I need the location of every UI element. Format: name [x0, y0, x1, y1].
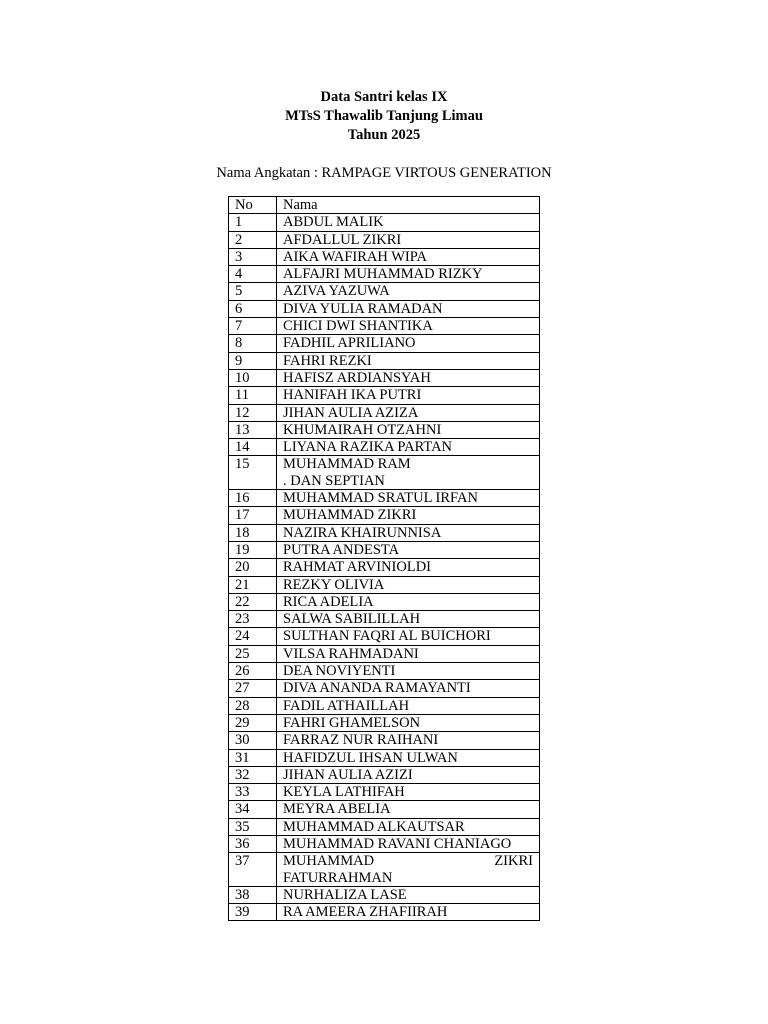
table-body: [229, 214, 540, 921]
student-name-cell: [277, 645, 540, 662]
student-name-cell: [277, 490, 540, 507]
row-number: 8: [229, 335, 277, 352]
student-name-continuation: . DAN SEPTIAN: [283, 472, 385, 489]
student-name: NAZIRA KHAIRUNNISA: [283, 524, 442, 541]
student-name: FAHRI REZKI: [283, 352, 372, 369]
row-number: 24: [229, 628, 277, 645]
student-name: AZIVA YAZUWA: [283, 283, 390, 300]
table-row: [229, 559, 540, 576]
row-number: 19: [229, 541, 277, 558]
row-number: 35: [229, 818, 277, 835]
student-name: HANIFAH IKA PUTRI: [283, 387, 422, 404]
row-number: 20: [229, 559, 277, 576]
table-row: [229, 231, 540, 248]
row-number: 10: [229, 369, 277, 386]
row-number: 7: [229, 318, 277, 335]
student-name-continuation: FATURRAHMAN: [283, 869, 393, 886]
table-row: [229, 387, 540, 404]
angkatan-label: Nama Angkatan : RAMPAGE VIRTOUS GENERATION: [216, 165, 552, 181]
table-row: [229, 421, 540, 438]
student-name: HAFISZ ARDIANSYAH: [283, 369, 431, 386]
table-row: [229, 318, 540, 335]
table-row: [229, 663, 540, 680]
title-line-2: MTsS Thawalib Tanjung Limau: [285, 108, 483, 124]
row-number: 2: [229, 231, 277, 248]
row-number: 22: [229, 593, 277, 610]
row-number: 28: [229, 697, 277, 714]
student-name-cell: [277, 663, 540, 680]
student-name-cell: [277, 300, 540, 317]
student-name: FAHRI GHAMELSON: [283, 714, 421, 731]
table-row: [229, 456, 540, 490]
student-name: FADHIL APRILIANO: [283, 335, 416, 352]
table-row: [229, 732, 540, 749]
title-line-3: Tahun 2025: [347, 127, 421, 143]
student-name: MUHAMMAD RAM: [283, 456, 411, 473]
table-row: [229, 283, 540, 300]
table-row: [229, 886, 540, 903]
student-name-cell: [277, 732, 540, 749]
student-name: CHICI DWI SHANTIKA: [283, 318, 433, 335]
row-number: 14: [229, 439, 277, 456]
row-number: 1: [229, 214, 277, 231]
student-name: JIHAN AULIA AZIZA: [283, 404, 419, 421]
student-name: FADIL ATHAILLAH: [283, 697, 410, 714]
row-number: 13: [229, 421, 277, 438]
column-header-nama: Nama: [277, 197, 540, 214]
table-row: [229, 335, 540, 352]
title-line-1: Data Santri kelas IX: [320, 89, 448, 105]
table-row: [229, 541, 540, 558]
table-row: [229, 352, 540, 369]
student-name-cell: [277, 853, 540, 887]
table-row: [229, 248, 540, 265]
student-name: RA AMEERA ZHAFIIRAH: [283, 904, 448, 921]
row-number: 16: [229, 490, 277, 507]
student-name: MEYRA ABELIA: [283, 801, 391, 818]
student-name: MUHAMMAD ALKAUTSAR: [283, 818, 465, 835]
student-name-cell: [277, 283, 540, 300]
student-name-cell: [277, 904, 540, 921]
student-name: NURHALIZA LASE: [283, 886, 407, 903]
row-number: 15: [229, 456, 277, 490]
row-number: 38: [229, 886, 277, 903]
table-row: [229, 766, 540, 783]
student-name: JIHAN AULIA AZIZI: [283, 766, 413, 783]
student-name: ABDUL MALIK: [283, 214, 384, 231]
student-table: [228, 196, 540, 921]
table-row: [229, 628, 540, 645]
student-name-cell: [277, 507, 540, 524]
row-number: 5: [229, 283, 277, 300]
student-name: LIYANA RAZIKA PARTAN: [283, 439, 453, 456]
student-name-cell: [277, 369, 540, 386]
row-number: 31: [229, 749, 277, 766]
student-name-cell: [277, 524, 540, 541]
row-number: 9: [229, 352, 277, 369]
row-number: 26: [229, 663, 277, 680]
row-number: 33: [229, 784, 277, 801]
student-name: REZKY OLIVIA: [283, 576, 385, 593]
student-name-cell: [277, 593, 540, 610]
row-number: 27: [229, 680, 277, 697]
table-row: [229, 214, 540, 231]
row-number: 39: [229, 904, 277, 921]
student-name: FARRAZ NUR RAIHANI: [283, 732, 439, 749]
student-name: DIVA YULIA RAMADAN: [283, 300, 443, 317]
student-name-cell: [277, 335, 540, 352]
table-header-row: [229, 197, 540, 214]
student-name: RICA ADELIA: [283, 593, 374, 610]
student-name-cell: [277, 818, 540, 835]
table-row: [229, 439, 540, 456]
row-number: 11: [229, 387, 277, 404]
student-name-cell: [277, 784, 540, 801]
student-name-cell: [277, 628, 540, 645]
table-row: [229, 300, 540, 317]
student-name: AFDALLUL ZIKRI: [283, 231, 402, 248]
student-name-cell: [277, 248, 540, 265]
student-name-cell: [277, 214, 540, 231]
student-name: MUHAMMAD SRATUL IRFAN: [283, 490, 478, 507]
row-number: 12: [229, 404, 277, 421]
student-name: [283, 853, 533, 869]
row-number: 34: [229, 801, 277, 818]
row-number: 23: [229, 611, 277, 628]
row-number: 32: [229, 766, 277, 783]
column-header-no: No: [229, 197, 277, 214]
student-name-cell: [277, 611, 540, 628]
table-row: [229, 490, 540, 507]
student-name: KHUMAIRAH OTZAHNI: [283, 421, 442, 438]
table-row: [229, 784, 540, 801]
student-name-cell: [277, 576, 540, 593]
student-name-cell: [277, 835, 540, 852]
row-number: 37: [229, 853, 277, 887]
student-name-cell: [277, 404, 540, 421]
table-row: [229, 818, 540, 835]
student-name-cell: [277, 559, 540, 576]
table-row: [229, 835, 540, 852]
row-number: 30: [229, 732, 277, 749]
student-name: KEYLA LATHIFAH: [283, 784, 405, 801]
table-row: [229, 266, 540, 283]
row-number: 4: [229, 266, 277, 283]
student-name-cell: [277, 541, 540, 558]
table-row: [229, 645, 540, 662]
row-number: 21: [229, 576, 277, 593]
table-row: [229, 524, 540, 541]
student-name: HAFIDZUL IHSAN ULWAN: [283, 749, 458, 766]
table-row: [229, 404, 540, 421]
row-number: 36: [229, 835, 277, 852]
document-title: [0, 88, 768, 145]
student-name: DEA NOVIYENTI: [283, 663, 396, 680]
student-name: VILSA RAHMADANI: [283, 645, 419, 662]
row-number: 6: [229, 300, 277, 317]
student-name-part: MUHAMMAD: [283, 853, 375, 870]
student-name: SULTHAN FAQRI AL BUICHORI: [283, 628, 491, 645]
row-number: 18: [229, 524, 277, 541]
student-name-cell: [277, 318, 540, 335]
student-name-cell: [277, 439, 540, 456]
table-row: [229, 680, 540, 697]
student-name-part: ZIKRI: [494, 853, 533, 870]
table-row: [229, 611, 540, 628]
student-name: DIVA ANANDA RAMAYANTI: [283, 680, 471, 697]
table-row: [229, 697, 540, 714]
row-number: 29: [229, 714, 277, 731]
row-number: 3: [229, 248, 277, 265]
student-name-cell: [277, 886, 540, 903]
student-name: PUTRA ANDESTA: [283, 541, 400, 558]
table-row: [229, 369, 540, 386]
student-name-cell: [277, 766, 540, 783]
student-name-cell: [277, 387, 540, 404]
student-name-cell: [277, 801, 540, 818]
student-name: MUHAMMAD RAVANI CHANIAGO: [283, 835, 512, 852]
row-number: 17: [229, 507, 277, 524]
table-row: [229, 904, 540, 921]
student-name-cell: [277, 352, 540, 369]
student-name-cell: [277, 456, 540, 490]
student-name: MUHAMMAD ZIKRI: [283, 507, 417, 524]
table-row: [229, 714, 540, 731]
table-row: [229, 853, 540, 887]
table-row: [229, 593, 540, 610]
student-name: RAHMAT ARVINIOLDI: [283, 559, 432, 576]
table-row: [229, 749, 540, 766]
table-row: [229, 801, 540, 818]
student-name-cell: [277, 266, 540, 283]
student-name: AIKA WAFIRAH WIPA: [283, 248, 427, 265]
student-name-cell: [277, 749, 540, 766]
student-name: ALFAJRI MUHAMMAD RIZKY: [283, 266, 483, 283]
table-row: [229, 507, 540, 524]
student-name-cell: [277, 714, 540, 731]
row-number: 25: [229, 645, 277, 662]
student-name-cell: [277, 680, 540, 697]
student-name-cell: [277, 421, 540, 438]
student-name-cell: [277, 231, 540, 248]
student-name-cell: [277, 697, 540, 714]
student-name: SALWA SABILILLAH: [283, 611, 421, 628]
table-row: [229, 576, 540, 593]
